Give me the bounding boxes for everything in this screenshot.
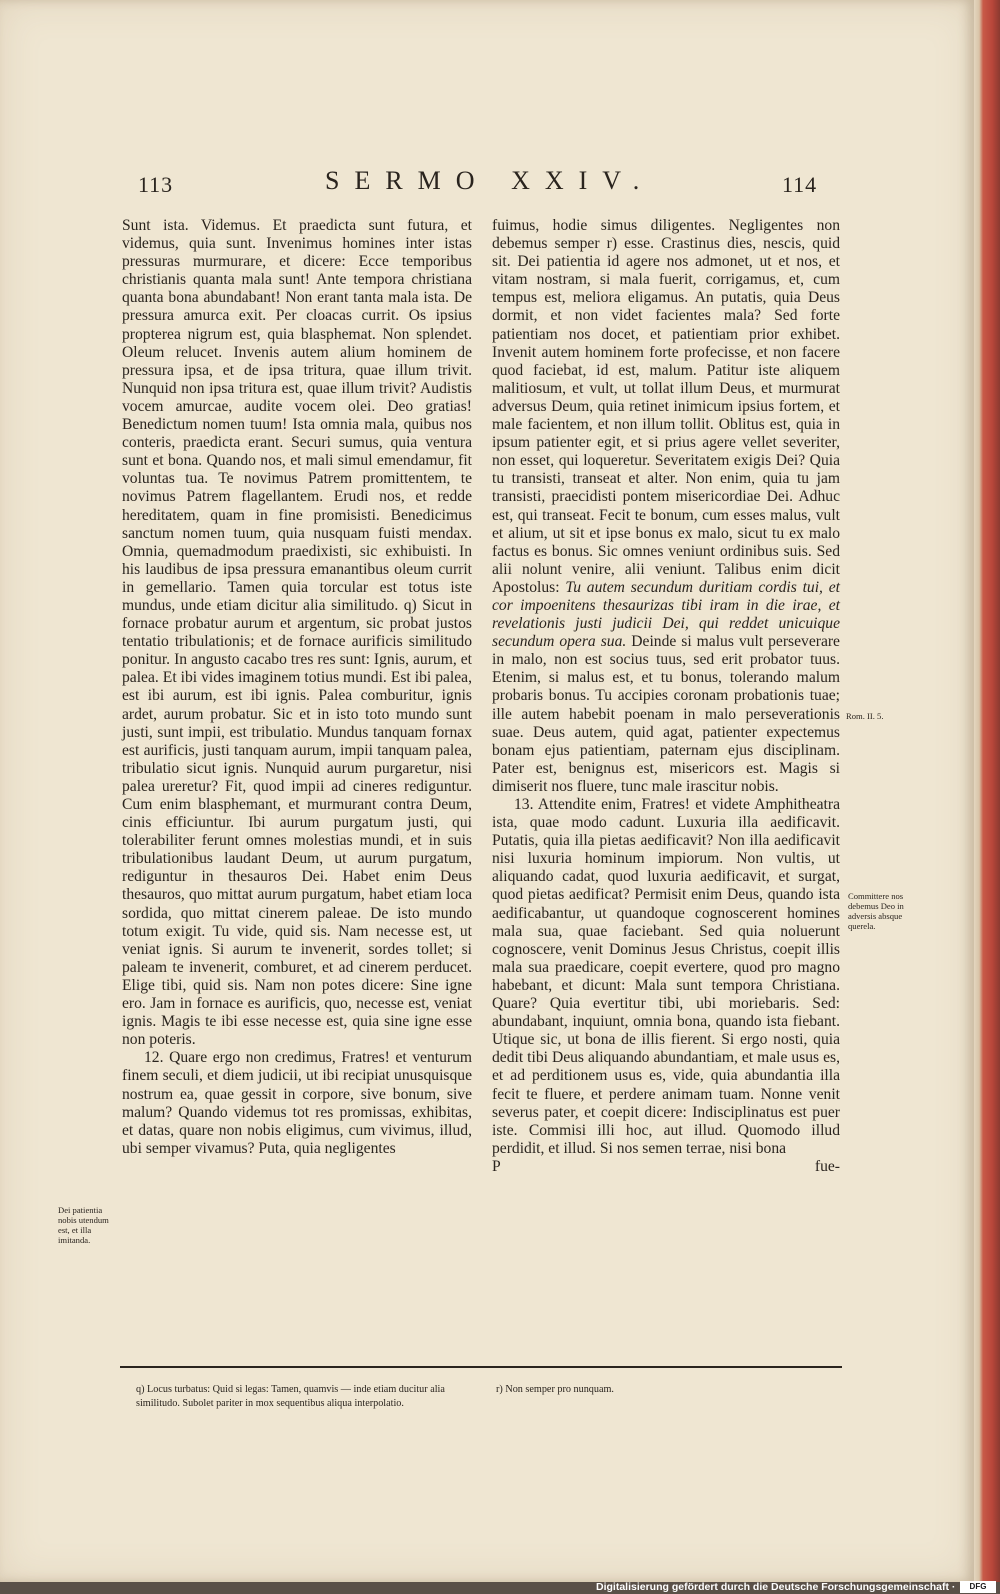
signature-mark: P	[492, 1157, 501, 1175]
left-paragraph-1: Sunt ista. Videmus. Et praedicta sunt futura, et videmus, quia sunt. Invenimus homines inter istas pressuras murmurare, et dicere: Ecce temporibus christianis quanta mala sunt! Ante tempora christiana quanta bona abundabant! Non erant tanta mala ista. De pressura amurca exit. Per cloacas currit. Os ipsius propterea nigrum est, quia blasphemat. Non splendet. Oleum relucet. Invenis autem alium hominem de pressura ipsa, et de ipsa tritura, quae illum trivit. Nunquid non ipsa tritura est, quae illum trivit? Audistis vocem amurcae, audite vocem olei. Deo gratias! Benedictum nomen tuum! Ista omnia mala, quibus nos conteris, praedicta erant. Securi sumus, quia ventura sunt et bona. Quando nos, et mali simul emendamur, fit voluntas tua. Te novimus Patrem promittentem, te novimus Patrem flagellantem. Erudi nos, et redde hereditatem, quam in fine promisisti. Benedicimus sanctum nomen tuum, quia nusquam fuisti mendax. Omnia, quemadmodum praedixisti, sic exhibuisti. In his laudibus de ipsa pressura emanantibus oleum currit in gemellario. Tamen quia torcular est totus iste mundus, unde etiam dicitur alia similitudo. q) Sicut in fornace probatur aurum et argentum, sic probat justos tentatio tribulationis; et de fornace aurificis similitudo ponitur. In angusto cacabo tres res sunt: Ignis, aurum, et palea. Et ibi vides imaginem totius mundi. Est ibi palea, est ibi aurum, est ibi ignis. Palea comburitur, ignis ardet, aurum probatur. Sic et in isto toto mundo sunt justi, sunt impii, est tribulatio. Mundus tanquam fornax est aurificis, justi tanquam aurum, impii tanquam palea, tribulatio sicut ignis. Nunquid aurum purgaretur, nisi palea ureretur? Fit, quod impii ad cineres rediguntur. Cum enim blasphemant, et murmurant contra Deum, cinis efficiuntur. Ibi aurum purgatum justi, qui tolerabiliter ferunt omnes molestias mundi, et in suis tribulationibus laudant Deum, ut aurum purgatum, rediguntur in thesauros Dei. Habet enim Deus thesauros, quo mittat aurum purgatum, habet etiam loca sordida, quo mittat cinerem paleae. De isto mundo totum exigit. Tu vide, quid sis. Nam necesse est, ut veniat ignis. Si aurum te invenerit, sordes tollet; si paleam te invenerit, comburet, et ad cinerem perducet. Elige tibi, quid sis. Nam non potes dicere: Sine igne ero. Jam in fornace es aurificis, quo, necesse est, veniat ignis. Magis te ibi esse necesse est, quia sine igne esse non poteris.	[122, 217, 472, 1049]
running-title: SERMO XXIV.	[325, 166, 655, 195]
margin-note-reference: Rom. II. 5.	[846, 711, 884, 721]
right-paragraph-1a: fuimus, hodie simus diligentes. Negligentes non debemus semper r) esse. Crastinus dies, nescis, quid sit. Dei patientia id agere nos admonet, ut et nos, et vitam nostram, si mala fuerit, corrigamus, et, cum tempus est, meliora eligamus. An putatis, quia Deus dormit, et non videt facientes mala? Sed forte patientiam nos docet, et patientiam prior exhibet. Invenit autem hominem forte profecisse, et non facere quod faciebat, id est, malum. Patitur iste aliquem malitiosum, et vult, ut tollat illum Deus, et murmurat adversus Deum, quia retinet inimicum ipsius fortem, et male facientem, et non illum tollit. Oblitus est, quia in ipsum patienter egit, et si prius agere vellet severiter, non esset, qui loqueretur. Severitatem exigis Dei? Quia tu transisti, transeat et alter. Non enim, quia tu jam transisti, praecidisti pontem misericordiae Dei. Adhuc est, qui transeat. Fecit te bonum, cum esses malus, vult et alium, ut sit et ipse bonus ex malo, sicut tu ex malo factus es bonus. Sic omnes veniunt ordinibus suis. Sed alii nolunt venire, alii veniunt. Talibus enim dicit Apostolus:	[492, 217, 840, 596]
footnote-q: q) Locus turbatus: Quid si legas: Tamen, quamvis — inde etiam ducitur alia similitudo. Subolet pariter in mox sequentibus aliqua interpolatio.	[136, 1384, 445, 1409]
book-edge	[974, 0, 1000, 1582]
right-paragraph-1b: Deinde si malus vult perseverare in malo, non est socius tuus, sed erit probator tuus. Etenim, si malus est, et tu bonus, tolerando malum probaris bonus. Tu accipies coronam probationis tuae; ille autem habebit poenam in malo perseverationis suae. Deus autem, quid agat, patienter expectemus bonam ejus patientiam, paternam ejus disciplinam. Pater est, benignus est, misericors est. Magis si dimiserit nos fluere, tunc male irascitur nobis.	[492, 633, 840, 795]
page-foot-marks	[492, 1158, 840, 1176]
footnote-rule	[120, 1366, 842, 1368]
catchword: fue-	[814, 1157, 840, 1175]
page-number-right: 114	[782, 172, 818, 197]
left-paragraph-2: 12. Quare ergo non credimus, Fratres! et venturum finem seculi, et diem judicii, ut ibi recipiat unusquisque nostrum ea, quae gessit in corpore, sive bonum, sive malum? Quando videmus tot res promissas, exhibitas, et datas, quare non nobis eligimus, cum vivimus, illud, ubi semper vivamus? Puta, quia negligentes	[122, 1049, 472, 1157]
right-column	[492, 217, 840, 1176]
dfg-logo: DFG	[960, 1581, 996, 1593]
footnote-r: r) Non semper pro nunquam.	[496, 1384, 614, 1395]
page-number-left: 113	[138, 172, 174, 197]
margin-note-right: Committere nos debemus Deo in adversis absque querela.	[848, 891, 904, 931]
digitization-credit: Digitalisierung gefördert durch die Deutsche Forschungsgemeinschaft ·	[596, 1581, 956, 1593]
right-paragraph-1	[492, 217, 840, 796]
left-column	[122, 217, 472, 1158]
right-paragraph-2: 13. Attendite enim, Fratres! et videte Amphitheatra ista, quae modo cadunt. Luxuria illa aedificavit. Putatis, quia illa pietas aedificavit? Non illa aedificavit nisi luxuria hominum impiorum. Non vultis, ut aliquando cadat, quod luxuria aedificavit, et surgat, quod pietas aedificat? Permisit enim Deus, quando ista aedificabantur, ut quandoque cognoscerent homines mala sua, quae faciebant. Sed quia noluerunt cognoscere, venit Dominus Jesus Christus, coepit illis mala sua praedicare, coepit evertere, quod pro magno habebant, et dicunt: Mala sunt tempora Christiana. Quare? Quia evertitur tibi, ubi moriebaris. Sed: abundabant, inquiunt, omnia bona, quando ista fiebant. Utique sic, ut bona de illis fierent. Si ergo nosti, quia dedit tibi Deus aliquando abundantiam, et male usus es, et ad perditionem usus es, vide, quia abundantia illa fecit te fluere, et perdere animam tuam. Nonne venit severus pater, et coepit dicere: Indisciplinatus est puer iste. Commisi illi hoc, aut illud. Quomodo illud perdidit, et illud. Si nos semen terrae, nisi bona	[492, 796, 840, 1157]
scripture-quote: Tu autem secundum duritiam cordis tui, et cor impoenitens thesaurizas tibi iram in die irae, et revelationis justi judicii Dei, qui reddet unicuique secundum opera sua.	[492, 578, 840, 651]
margin-note-left: Dei patientia nobis utendum est, et illa imitanda.	[58, 1205, 109, 1245]
